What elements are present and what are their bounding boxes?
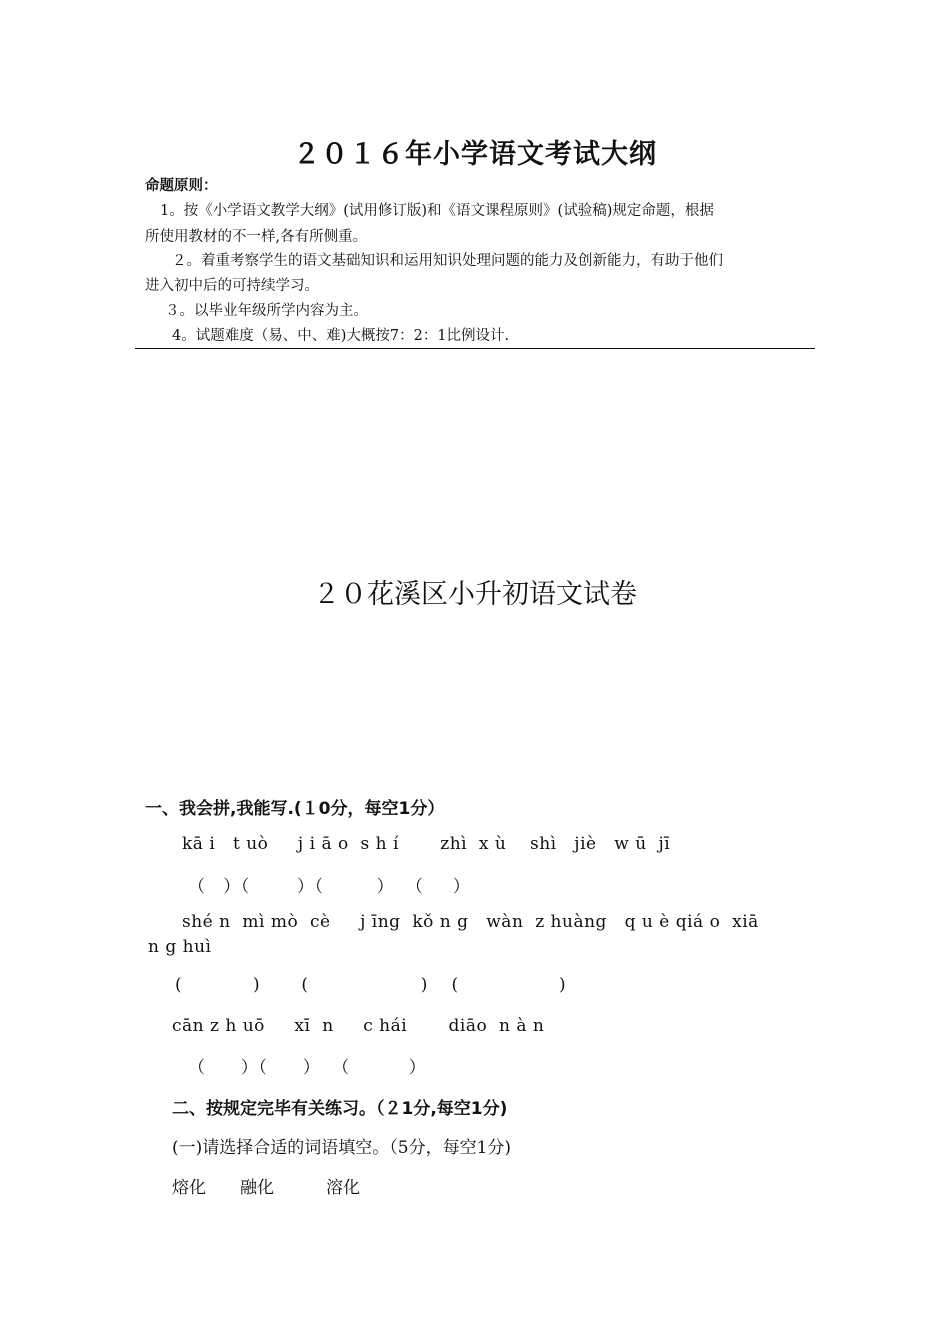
section-2-subquestion-1: (一)请选择合适的词语填空。（5分，每空1分) [172, 1138, 512, 1158]
principles-heading: 命题原则： [145, 178, 218, 194]
principle-2-line-1: ２。着重考察学生的语文基础知识和运用知识处理问题的能力及创新能力，有助于他们 [172, 253, 723, 269]
pinyin-row-3: cān z h uō xī n c hái diāo n à n [172, 1016, 545, 1036]
principle-1-line-2: 所使用教材的不一样,各有所侧重。 [145, 229, 368, 245]
pinyin-row-2: shé n mì mò cè j īng kǒ n g wàn z huàng q u è qiá o xiā [182, 912, 759, 932]
word-option: 融化 [240, 1178, 274, 1198]
principle-1-line-1: 1。按《小学语文教学大纲》(试用修订版)和《语文课程原则》(试验稿)规定命题，根据 [160, 203, 714, 219]
section-1-heading: 一、我会拼,我能写.(１0分，每空1分） [145, 799, 445, 819]
word-option: 熔化 [172, 1178, 206, 1198]
divider-line [135, 348, 815, 349]
answer-blanks-row-1: （ ）（ ）（ ） （ ） [188, 877, 471, 897]
answer-blanks-row-3: （ ）（ ） （ ） [188, 1058, 427, 1078]
outline-title: ２０１６年小学语文考试大纲 [293, 139, 657, 170]
section-2-heading: 二、按规定完毕有关练习。（２1分,每空1分) [172, 1099, 508, 1119]
principle-4: 4。试题难度（易、中、难)大概按7：2：1比例设计. [172, 328, 510, 344]
pinyin-row-1: kā i t uò j i ā o s h í zhì x ù shì jiè w ū jī [182, 834, 671, 854]
exam-title: ２０花溪区小升初语文试卷 [313, 579, 637, 610]
pinyin-row-2-wrap: n g huì [148, 937, 212, 957]
principle-3: ３。以毕业年级所学内容为主。 [165, 303, 368, 319]
word-option: 溶化 [326, 1178, 360, 1198]
principle-2-line-2: 进入初中后的可持续学习。 [145, 278, 319, 294]
answer-blanks-row-2: ( ) ( ) ( ) [175, 975, 567, 995]
